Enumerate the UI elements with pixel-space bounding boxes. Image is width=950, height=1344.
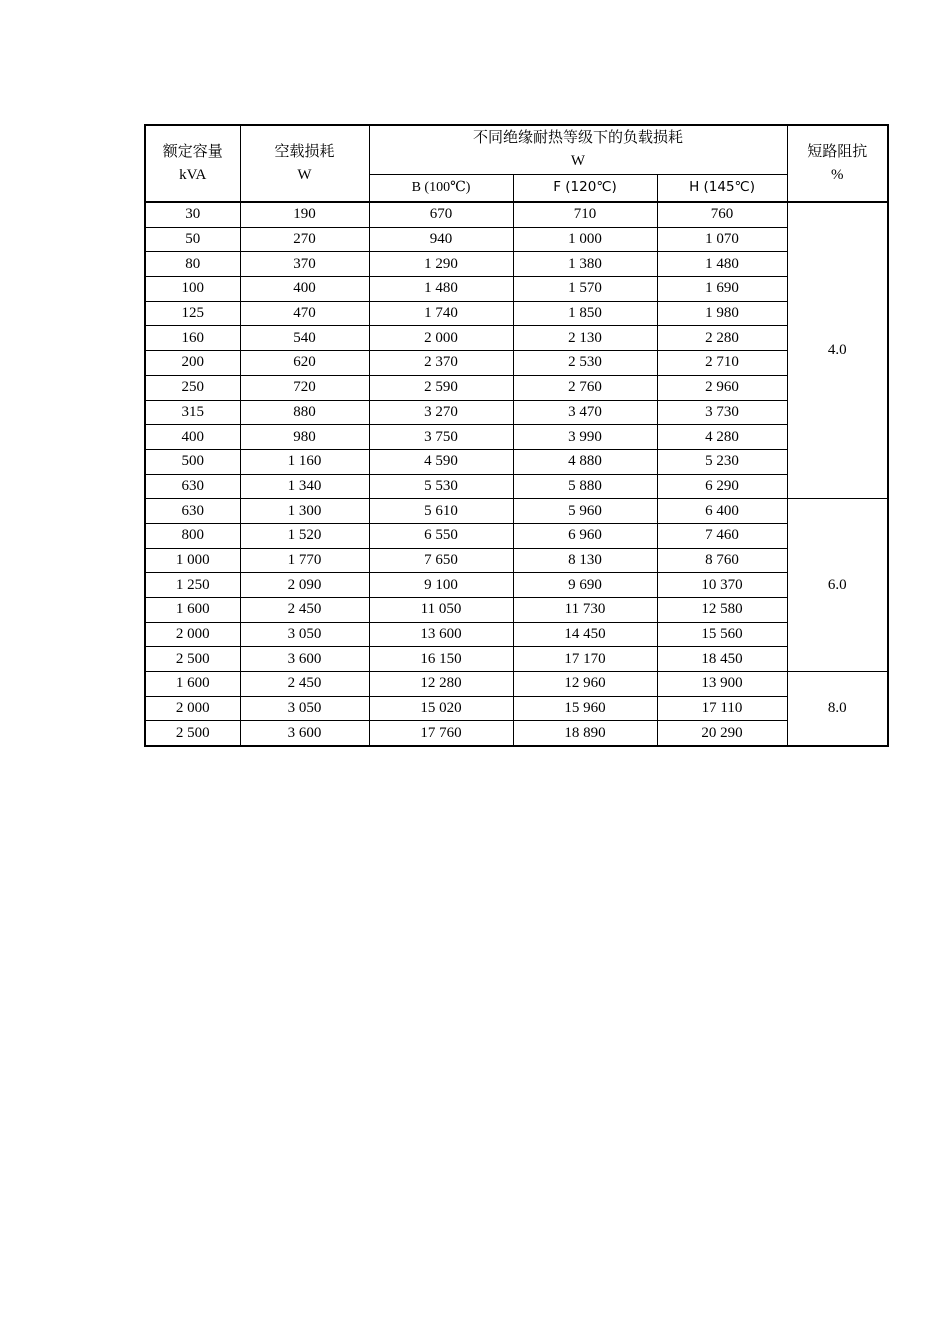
- load-loss-f-cell: 2 130: [513, 326, 657, 351]
- load-loss-h-cell: 13 900: [657, 672, 787, 697]
- load-loss-h-cell: 1 690: [657, 277, 787, 302]
- load-loss-f-cell: 3 470: [513, 400, 657, 425]
- table-row: [145, 351, 888, 376]
- capacity-cell: 630: [145, 499, 240, 524]
- no-load-loss-cell: 980: [240, 425, 369, 450]
- load-loss-h-cell: 18 450: [657, 647, 787, 672]
- load-loss-f-cell: 9 690: [513, 573, 657, 598]
- load-loss-f-cell: 5 880: [513, 474, 657, 499]
- load-loss-h-cell: 8 760: [657, 548, 787, 573]
- load-loss-h-cell: 1 480: [657, 252, 787, 277]
- impedance-cell: 8.0: [787, 672, 888, 747]
- header-impedance: [787, 125, 888, 202]
- no-load-loss-cell: 190: [240, 202, 369, 227]
- load-loss-b-cell: 2 000: [369, 326, 513, 351]
- no-load-loss-cell: 540: [240, 326, 369, 351]
- no-load-loss-cell: 1 160: [240, 449, 369, 474]
- header-no-load-loss-label: 空载损耗: [274, 143, 335, 160]
- no-load-loss-cell: 1 340: [240, 474, 369, 499]
- capacity-cell: 400: [145, 425, 240, 450]
- capacity-cell: 2 000: [145, 696, 240, 721]
- table-row: [145, 499, 888, 524]
- no-load-loss-cell: 2 090: [240, 573, 369, 598]
- table-row: [145, 425, 888, 450]
- load-loss-h-cell: 17 110: [657, 696, 787, 721]
- load-loss-b-cell: 2 370: [369, 351, 513, 376]
- no-load-loss-cell: 270: [240, 227, 369, 252]
- load-loss-f-cell: 3 990: [513, 425, 657, 450]
- load-loss-h-cell: 1 980: [657, 301, 787, 326]
- load-loss-f-cell: 710: [513, 202, 657, 227]
- load-loss-h-cell: 4 280: [657, 425, 787, 450]
- table-row: [145, 400, 888, 425]
- load-loss-b-cell: 1 290: [369, 252, 513, 277]
- load-loss-f-cell: 1 000: [513, 227, 657, 252]
- load-loss-h-cell: 2 960: [657, 375, 787, 400]
- header-no-load-loss: [240, 125, 369, 202]
- capacity-cell: 2 000: [145, 622, 240, 647]
- load-loss-f-cell: 6 960: [513, 523, 657, 548]
- load-loss-b-cell: 3 270: [369, 400, 513, 425]
- load-loss-h-cell: 760: [657, 202, 787, 227]
- table-row: [145, 252, 888, 277]
- load-loss-f-cell: 11 730: [513, 598, 657, 623]
- load-loss-f-cell: 2 760: [513, 375, 657, 400]
- header-capacity-unit: kVA: [179, 166, 207, 183]
- no-load-loss-cell: 2 450: [240, 672, 369, 697]
- load-loss-f-cell: 12 960: [513, 672, 657, 697]
- header-impedance-label: 短路阻抗: [807, 143, 868, 160]
- load-loss-h-cell: 5 230: [657, 449, 787, 474]
- load-loss-h-cell: 1 070: [657, 227, 787, 252]
- load-loss-b-cell: 12 280: [369, 672, 513, 697]
- load-loss-h-cell: 20 290: [657, 721, 787, 746]
- capacity-cell: 160: [145, 326, 240, 351]
- capacity-cell: 250: [145, 375, 240, 400]
- load-loss-h-cell: 12 580: [657, 598, 787, 623]
- capacity-cell: 1 600: [145, 598, 240, 623]
- header-capacity: [145, 125, 240, 202]
- capacity-cell: 1 000: [145, 548, 240, 573]
- load-loss-b-cell: 17 760: [369, 721, 513, 746]
- load-loss-h-cell: 2 280: [657, 326, 787, 351]
- table-row: [145, 202, 888, 227]
- capacity-cell: 800: [145, 523, 240, 548]
- capacity-cell: 315: [145, 400, 240, 425]
- table-row: [145, 277, 888, 302]
- load-loss-b-cell: 13 600: [369, 622, 513, 647]
- load-loss-h-cell: 10 370: [657, 573, 787, 598]
- load-loss-f-cell: 1 570: [513, 277, 657, 302]
- no-load-loss-cell: 880: [240, 400, 369, 425]
- no-load-loss-cell: 1 770: [240, 548, 369, 573]
- load-loss-f-cell: 1 850: [513, 301, 657, 326]
- no-load-loss-cell: 3 600: [240, 647, 369, 672]
- loss-table: [144, 124, 889, 747]
- table-row: [145, 449, 888, 474]
- capacity-cell: 500: [145, 449, 240, 474]
- load-loss-h-cell: 6 290: [657, 474, 787, 499]
- header-no-load-loss-unit: W: [297, 166, 312, 183]
- load-loss-f-cell: 4 880: [513, 449, 657, 474]
- header-load-loss-unit: W: [570, 152, 586, 169]
- table-row: [145, 647, 888, 672]
- table-row: [145, 227, 888, 252]
- header-load-loss-label: 不同绝缘耐热等级下的负载损耗: [473, 129, 684, 146]
- load-loss-h-cell: 15 560: [657, 622, 787, 647]
- no-load-loss-cell: 370: [240, 252, 369, 277]
- capacity-cell: 50: [145, 227, 240, 252]
- load-loss-b-cell: 670: [369, 202, 513, 227]
- load-loss-b-cell: 6 550: [369, 523, 513, 548]
- capacity-cell: 200: [145, 351, 240, 376]
- table-row: [145, 548, 888, 573]
- load-loss-b-cell: 1 480: [369, 277, 513, 302]
- load-loss-h-cell: 6 400: [657, 499, 787, 524]
- load-loss-f-cell: 5 960: [513, 499, 657, 524]
- capacity-cell: 630: [145, 474, 240, 499]
- table-row: [145, 573, 888, 598]
- no-load-loss-cell: 400: [240, 277, 369, 302]
- load-loss-h-cell: 3 730: [657, 400, 787, 425]
- table-row: [145, 721, 888, 746]
- load-loss-b-cell: 11 050: [369, 598, 513, 623]
- capacity-cell: 30: [145, 202, 240, 227]
- no-load-loss-cell: 3 600: [240, 721, 369, 746]
- load-loss-b-cell: 7 650: [369, 548, 513, 573]
- load-loss-b-cell: 5 530: [369, 474, 513, 499]
- load-loss-b-cell: 940: [369, 227, 513, 252]
- capacity-cell: 125: [145, 301, 240, 326]
- header-load-loss: [369, 125, 787, 174]
- table-row: [145, 375, 888, 400]
- header-class-f: F (120℃): [513, 174, 657, 202]
- no-load-loss-cell: 3 050: [240, 696, 369, 721]
- capacity-cell: 1 600: [145, 672, 240, 697]
- load-loss-b-cell: 16 150: [369, 647, 513, 672]
- header-class-h: H (145℃): [657, 174, 787, 202]
- load-loss-f-cell: 15 960: [513, 696, 657, 721]
- table-row: [145, 301, 888, 326]
- load-loss-b-cell: 2 590: [369, 375, 513, 400]
- load-loss-h-cell: 7 460: [657, 523, 787, 548]
- capacity-cell: 2 500: [145, 721, 240, 746]
- impedance-cell: 4.0: [787, 202, 888, 499]
- no-load-loss-cell: 620: [240, 351, 369, 376]
- table-row: [145, 523, 888, 548]
- load-loss-b-cell: 9 100: [369, 573, 513, 598]
- capacity-cell: 100: [145, 277, 240, 302]
- impedance-cell: 6.0: [787, 499, 888, 672]
- table-row: [145, 622, 888, 647]
- load-loss-f-cell: 18 890: [513, 721, 657, 746]
- table-body: [145, 202, 888, 746]
- table-row: [145, 598, 888, 623]
- load-loss-h-cell: 2 710: [657, 351, 787, 376]
- capacity-cell: 80: [145, 252, 240, 277]
- load-loss-f-cell: 17 170: [513, 647, 657, 672]
- no-load-loss-cell: 720: [240, 375, 369, 400]
- table-row: [145, 672, 888, 697]
- no-load-loss-cell: 1 520: [240, 523, 369, 548]
- header-class-b: B (100℃): [369, 174, 513, 202]
- table-row: [145, 326, 888, 351]
- load-loss-f-cell: 8 130: [513, 548, 657, 573]
- load-loss-b-cell: 1 740: [369, 301, 513, 326]
- load-loss-f-cell: 2 530: [513, 351, 657, 376]
- no-load-loss-cell: 3 050: [240, 622, 369, 647]
- no-load-loss-cell: 2 450: [240, 598, 369, 623]
- load-loss-b-cell: 15 020: [369, 696, 513, 721]
- load-loss-b-cell: 5 610: [369, 499, 513, 524]
- table-row: [145, 474, 888, 499]
- load-loss-b-cell: 3 750: [369, 425, 513, 450]
- capacity-cell: 1 250: [145, 573, 240, 598]
- load-loss-f-cell: 14 450: [513, 622, 657, 647]
- capacity-cell: 2 500: [145, 647, 240, 672]
- load-loss-b-cell: 4 590: [369, 449, 513, 474]
- load-loss-f-cell: 1 380: [513, 252, 657, 277]
- header-impedance-unit: %: [831, 166, 844, 183]
- no-load-loss-cell: 470: [240, 301, 369, 326]
- table-row: [145, 696, 888, 721]
- no-load-loss-cell: 1 300: [240, 499, 369, 524]
- header-capacity-label: 额定容量: [162, 143, 223, 160]
